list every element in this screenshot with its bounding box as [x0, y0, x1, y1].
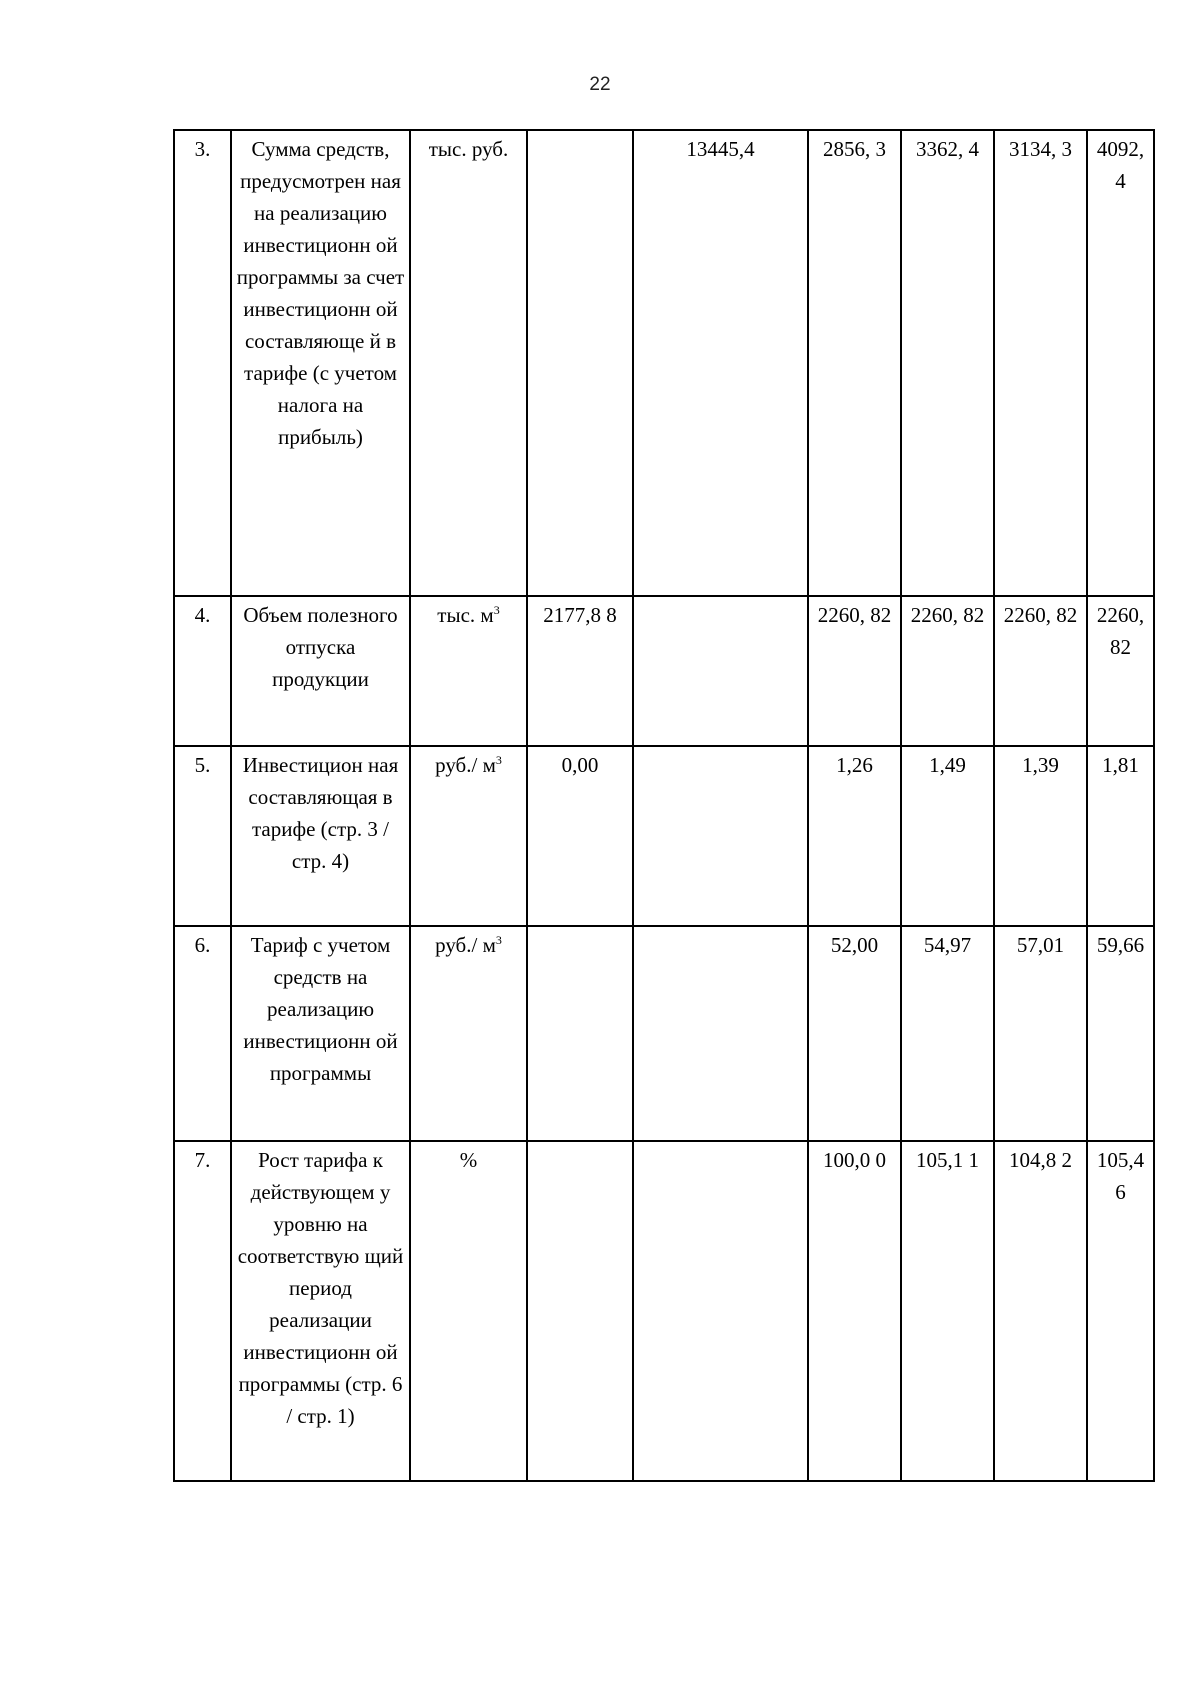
- unit-text: руб./ м: [435, 933, 496, 957]
- row-name: Тариф с учетом средств на реализацию инвестиционн ой программы: [231, 926, 410, 1141]
- base-value: 0,00: [527, 746, 633, 926]
- row-name: Инвестицион ная составляющая в тарифе (стр. 3 / стр. 4): [231, 746, 410, 926]
- row-unit: [410, 926, 527, 1141]
- base-value: [527, 926, 633, 1141]
- row-number: 6.: [174, 926, 231, 1141]
- unit-superscript: 3: [495, 933, 502, 947]
- row-unit: [410, 596, 527, 746]
- unit-text: руб./ м: [435, 753, 496, 777]
- total-value: [633, 596, 808, 746]
- year-value-2: 3362, 4: [901, 130, 994, 596]
- table-row: [174, 746, 1154, 926]
- unit-text: %: [459, 1148, 478, 1172]
- row-unit: [410, 130, 527, 596]
- value-text: 1,81: [1102, 753, 1139, 777]
- year-value-4: 2260, 82: [1087, 596, 1154, 746]
- unit-superscript: 3: [493, 603, 500, 617]
- year-value-1: 2260, 82: [808, 596, 901, 746]
- row-name: Рост тарифа к действующем у уровню на соответствую щий период реализации инвестиционн ой программы (стр. 6 / стр. 1): [231, 1141, 410, 1481]
- table-row: [174, 130, 1154, 596]
- base-value: [527, 1141, 633, 1481]
- year-value-3: 104,8 2: [994, 1141, 1087, 1481]
- unit-text: тыс. руб.: [428, 137, 509, 161]
- total-value: 13445,4: [633, 130, 808, 596]
- row-unit: [410, 1141, 527, 1481]
- base-value: 2177,8 8: [527, 596, 633, 746]
- table-row: [174, 926, 1154, 1141]
- page-number: 22: [589, 74, 611, 95]
- year-value-2: [901, 746, 994, 926]
- year-value-1: 2856, 3: [808, 130, 901, 596]
- year-value-3: [994, 746, 1087, 926]
- value-text: 1,26: [836, 753, 873, 777]
- unit-text: тыс. м: [437, 603, 494, 627]
- base-value: [527, 130, 633, 596]
- year-value-3: 2260, 82: [994, 596, 1087, 746]
- row-number: 3.: [174, 130, 231, 596]
- year-value-4: 105,4 6: [1087, 1141, 1154, 1481]
- value-text: 1,49: [929, 753, 966, 777]
- total-value: [633, 1141, 808, 1481]
- row-unit: [410, 746, 527, 926]
- row-number: 7.: [174, 1141, 231, 1481]
- year-value-1: [808, 746, 901, 926]
- year-value-1: 52,00: [808, 926, 901, 1141]
- row-name: Объем полезного отпуска продукции: [231, 596, 410, 746]
- row-number: 4.: [174, 596, 231, 746]
- year-value-2: 2260, 82: [901, 596, 994, 746]
- year-value-4: 59,66: [1087, 926, 1154, 1141]
- investment-table: [173, 129, 1155, 1482]
- year-value-3: 3134, 3: [994, 130, 1087, 596]
- year-value-4: [1087, 746, 1154, 926]
- row-number: 5.: [174, 746, 231, 926]
- total-value: [633, 926, 808, 1141]
- year-value-2: 54,97: [901, 926, 994, 1141]
- year-value-4: 4092, 4: [1087, 130, 1154, 596]
- row-name: Сумма средств, предусмотрен ная на реализацию инвестиционн ой программы за счет инвестиционн ой составляюще й в тарифе (с учетом налога на прибыль): [231, 130, 410, 596]
- total-value: [633, 746, 808, 926]
- unit-superscript: 3: [495, 753, 502, 767]
- year-value-2: 105,1 1: [901, 1141, 994, 1481]
- table-row: [174, 1141, 1154, 1481]
- table-row: [174, 596, 1154, 746]
- value-text: 1,39: [1022, 753, 1059, 777]
- year-value-3: 57,01: [994, 926, 1087, 1141]
- year-value-1: 100,0 0: [808, 1141, 901, 1481]
